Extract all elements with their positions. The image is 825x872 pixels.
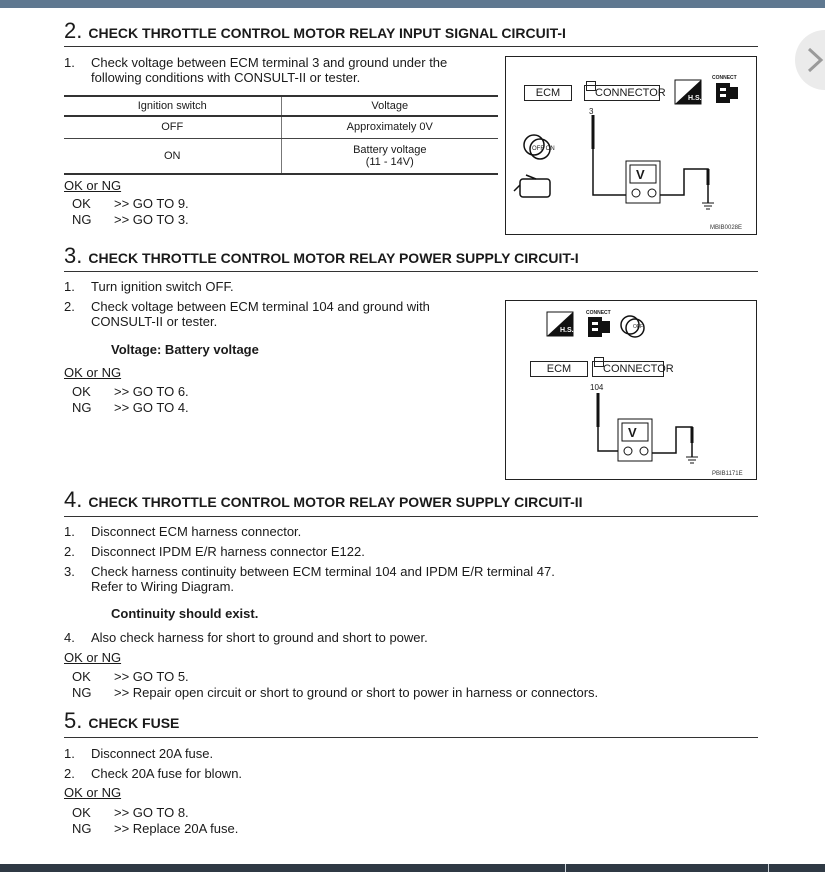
step-title: CHECK THROTTLE CONTROL MOTOR RELAY POWER SUPPLY CIRCUIT-II — [88, 494, 583, 510]
chevron-right-icon — [805, 47, 825, 73]
table-row — [64, 116, 498, 138]
voltmeter-label: V — [636, 167, 645, 182]
result-ok: OK >> GO TO 8. — [72, 805, 189, 820]
figure-code: PBIB1171E — [712, 471, 743, 477]
connect-label: CONNECT — [712, 75, 737, 81]
ok-or-ng-label: OK or NG — [64, 785, 122, 800]
table-cell: Battery voltage (11 - 14V) — [281, 138, 498, 174]
result-ok: OK >> GO TO 5. — [72, 669, 189, 684]
terminal-label: 3 — [589, 107, 594, 116]
voltage-table — [64, 95, 498, 175]
step-title: CHECK THROTTLE CONTROL MOTOR RELAY POWER SUPPLY CIRCUIT-I — [88, 250, 579, 266]
voltmeter-label: V — [628, 425, 637, 440]
ignition-switch-label: OFF ON — [532, 146, 555, 152]
instruction-item: 3. Check harness continuity between ECM terminal 104 and IPDM E/R terminal 47. — [64, 564, 555, 579]
table-cell: OFF — [64, 116, 281, 138]
table-cell: ON — [64, 138, 281, 174]
instruction-item: 1. Check voltage between ECM terminal 3 and ground under the — [64, 55, 448, 70]
spec-value: Voltage: Battery voltage — [111, 342, 259, 357]
connector-box: CONNECTOR — [592, 361, 664, 377]
hs-label: H.S. — [688, 95, 702, 102]
result-ok: OK >> GO TO 6. — [72, 384, 189, 399]
wiring-diagram — [505, 56, 757, 235]
instruction-item: 2. Check voltage between ECM terminal 104 and ground with — [64, 299, 430, 314]
step-number: 5. — [64, 708, 83, 733]
heading-rule — [64, 46, 758, 47]
step-number: 4. — [64, 487, 83, 512]
instruction-item-cont: Refer to Wiring Diagram. — [91, 579, 235, 594]
instruction-item: 1. Disconnect ECM harness connector. — [64, 524, 302, 539]
step-3-heading — [64, 243, 579, 269]
result-ng: NG >> GO TO 3. — [72, 212, 189, 227]
instruction-item: 1. Turn ignition switch OFF. — [64, 279, 234, 294]
ecm-box: ECM — [530, 361, 588, 377]
heading-rule — [64, 737, 758, 738]
column-header: Voltage — [281, 96, 498, 116]
instruction-item: 4. Also check harness for short to ground and short to power. — [64, 630, 428, 645]
bottom-toolbar-strip — [0, 864, 825, 872]
step-5-heading — [64, 708, 179, 734]
wiring-diagram — [505, 300, 757, 480]
spec-value: Continuity should exist. — [111, 606, 259, 621]
ok-or-ng-label: OK or NG — [64, 365, 122, 380]
step-number: 2. — [64, 18, 83, 43]
result-ok: OK >> GO TO 9. — [72, 196, 189, 211]
result-ng: NG >> GO TO 4. — [72, 400, 189, 415]
instruction-item-cont: CONSULT-II or tester. — [91, 314, 218, 329]
step-title: CHECK FUSE — [88, 715, 180, 731]
connect-label: CONNECT — [586, 310, 611, 316]
circuit-lines — [506, 301, 758, 481]
table-cell: Approximately 0V — [281, 116, 498, 138]
result-ng: NG >> Replace 20A fuse. — [72, 821, 239, 836]
heading-rule — [64, 516, 758, 517]
figure-code: MBIB0028E — [710, 225, 743, 231]
ok-or-ng-label: OK or NG — [64, 178, 122, 193]
table-header-row — [64, 96, 498, 116]
connector-box: CONNECTOR — [584, 85, 660, 101]
instruction-item: 1. Disconnect 20A fuse. — [64, 746, 214, 761]
step-4-heading — [64, 487, 583, 513]
hs-label: H.S. — [560, 327, 574, 334]
column-header: Ignition switch — [64, 96, 281, 116]
next-page-button[interactable] — [795, 30, 825, 90]
top-toolbar-strip — [0, 0, 825, 8]
terminal-label: 104 — [590, 383, 604, 392]
step-number: 3. — [64, 243, 83, 268]
instruction-item: 2. Disconnect IPDM E/R harness connector E122. — [64, 544, 365, 559]
table-row — [64, 138, 498, 174]
instruction-item: 2. Check 20A fuse for blown. — [64, 766, 243, 781]
ignition-switch-label: OFF — [633, 324, 643, 330]
ecm-box: ECM — [524, 85, 572, 101]
step-2-heading — [64, 18, 566, 44]
result-ng: NG >> Repair open circuit or short to ground or short to power in harness or connectors. — [72, 685, 599, 700]
ok-or-ng-label: OK or NG — [64, 650, 122, 665]
heading-rule — [64, 271, 758, 272]
step-title: CHECK THROTTLE CONTROL MOTOR RELAY INPUT SIGNAL CIRCUIT-I — [88, 25, 566, 41]
instruction-item-cont: following conditions with CONSULT-II or tester. — [91, 70, 361, 85]
